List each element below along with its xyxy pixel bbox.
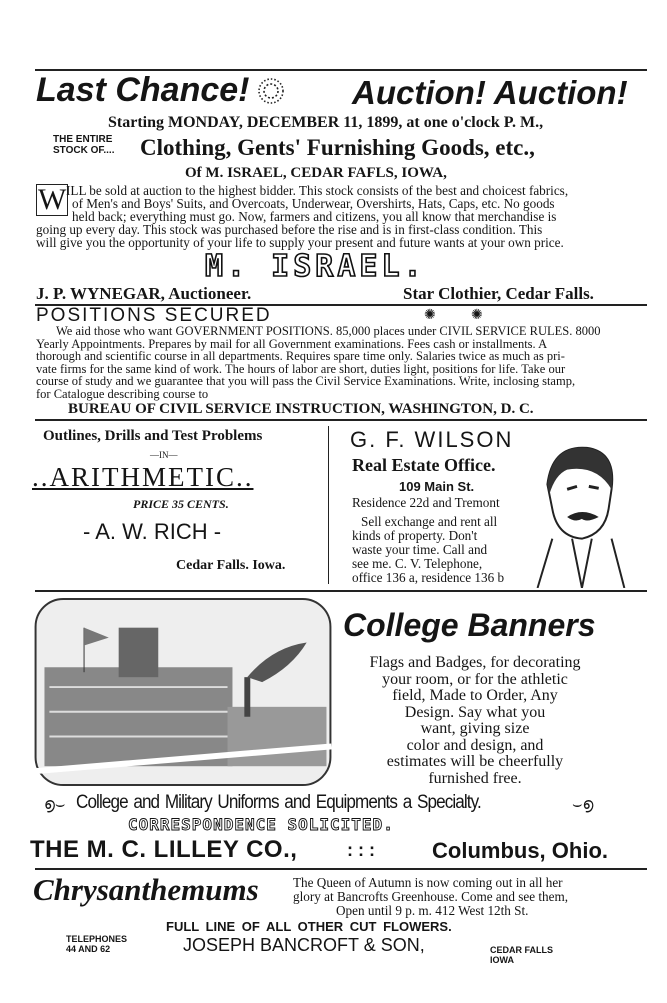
- portrait-illustration: [527, 440, 627, 588]
- goods-line: Clothing, Gents' Furnishing Goods, etc.,: [140, 135, 535, 160]
- banners-line: estimates will be cheerfully: [386, 753, 564, 770]
- divider-ads-lilley: [35, 590, 647, 592]
- divider-positions-ads: [35, 419, 647, 421]
- banners-line: Flags and Badges, for decorating: [369, 654, 581, 671]
- arithmetic-author: - A. W. RICH -: [83, 519, 222, 544]
- headline-last-chance: Last Chance!: [36, 71, 250, 109]
- auction-body-5: will give you the opportunity of your life to supply your present and future wants at your own price.: [36, 235, 564, 250]
- positions-body-2: Yearly Appointments. Prepares by mail for all Government examinations. Fees cash or installments. A: [36, 336, 548, 351]
- divider-lilley-bancroft: [35, 868, 647, 870]
- seller-name: M. ISRAEL.: [205, 249, 426, 284]
- wilson-residence: Residence 22d and Tremont: [352, 495, 500, 510]
- auction-body-2: of Men's and Boys' Suits, and Overcoats, Underwear, Overshirts, Hats, Caps, etc. No goods: [72, 196, 555, 211]
- positions-title: POSITIONS SECURED: [36, 305, 272, 326]
- scroll-ornament-left-icon: ൭⌣: [44, 794, 66, 813]
- wilson-body-2: kinds of property. Don't: [352, 528, 478, 543]
- arithmetic-in: —IN—: [150, 450, 178, 460]
- banners-line: your room, or for the athletic: [382, 670, 568, 688]
- telephones-label: TELEPHONES: [66, 934, 128, 944]
- correspondence-line: CORRESPONDENCE SOLICITED.: [128, 815, 394, 834]
- bancroft-body-3: Open until 9 p. m. 412 West 12th St.: [336, 903, 529, 918]
- wilson-body-1: Sell exchange and rent all: [361, 514, 498, 529]
- positions-body-4: vate firms for the same kind of work. The hours of labor are short, duties light, positions for life. Take our: [36, 361, 566, 376]
- of-israel-line: Of M. ISRAEL, CEDAR FAFLS, IOWA,: [185, 165, 447, 181]
- auctioneer: J. P. WYNEGAR, Auctioneer.: [36, 284, 252, 303]
- headline-auction: Auction! Auction!: [352, 74, 628, 111]
- bancroft-city-2: IOWA: [490, 955, 514, 965]
- drop-cap: W: [38, 183, 67, 216]
- wilson-body-5: office 136 a, residence 136 b: [352, 570, 505, 585]
- positions-body-5: course of study and we guarantee that you will pass the Civil Service Examinations. Write, inclosing stamp,: [36, 374, 576, 388]
- bureau-line: BUREAU OF CIVIL SERVICE INSTRUCTION, WASHINGTON, D. C.: [68, 401, 534, 417]
- banners-line: color and design, and: [406, 736, 544, 754]
- date-line: Starting MONDAY, DECEMBER 11, 1899, at one o'clock P. M.,: [108, 114, 544, 131]
- auction-body-1: ILL be sold at auction to the highest bidder. This stock consists of the best and choicest fabrics,: [66, 183, 569, 198]
- lilley-city: Columbus, Ohio.: [432, 838, 608, 863]
- full-line: FULL LINE OF ALL OTHER CUT FLOWERS.: [166, 919, 452, 934]
- auction-body-3: held back; everything must go. Now, farmers and citizens, you all know that merchandise is: [72, 209, 557, 224]
- specialty-line: College and Military Uniforms and Equipments a Specialty.: [76, 792, 481, 813]
- arithmetic-place: Cedar Falls. Iowa.: [176, 558, 286, 573]
- bancroft-name: JOSEPH BANCROFT & SON,: [183, 935, 425, 955]
- ornament-icon: ✺: [424, 307, 436, 323]
- auction-body-4: going up every day. This stock was purchased before the rise and is in first-class condition. This: [36, 222, 543, 237]
- entire-stock-label-2: STOCK OF....: [53, 145, 115, 156]
- arithmetic-intro: Outlines, Drills and Test Problems: [43, 428, 263, 444]
- column-divider: [328, 426, 329, 584]
- banners-line: furnished free.: [428, 769, 522, 787]
- bancroft-city-1: CEDAR FALLS: [490, 945, 553, 955]
- sunburst-ornament-icon: [257, 77, 285, 105]
- banners-line: want, giving size: [420, 720, 530, 737]
- positions-body-1: We aid those who want GOVERNMENT POSITIONS. 85,000 places under CIVIL SERVICE RULES. 8000: [56, 324, 601, 338]
- arithmetic-title: ..ARITHMETIC..: [32, 462, 254, 492]
- arithmetic-price: PRICE 35 CENTS.: [133, 497, 229, 511]
- factory-illustration: [33, 598, 333, 786]
- wilson-name: G. F. WILSON: [350, 427, 514, 452]
- chrysanthemums-title: Chrysanthemums: [33, 872, 259, 907]
- lilley-company: THE M. C. LILLEY CO.,: [30, 836, 298, 863]
- positions-body-3: thorough and scientific course in all departments. Requires spare time only. Salaries twice as much as pri-: [36, 349, 565, 363]
- telephones-numbers: 44 AND 62: [66, 944, 111, 954]
- bancroft-body-2: glory at Bancrofts Greenhouse. Come and see them,: [293, 889, 569, 904]
- ornament-icon: ✺: [471, 307, 483, 323]
- banners-line: Design. Say what you: [404, 703, 546, 721]
- wilson-body-3: waste your time. Call and: [352, 542, 488, 557]
- wilson-body-4: see me. C. V. Telephone,: [352, 556, 483, 571]
- scroll-ornament-right-icon: ⌣൭: [572, 794, 594, 813]
- bancroft-body-1: The Queen of Autumn is now coming out in all her: [293, 875, 563, 890]
- entire-stock-label-1: THE ENTIRE: [53, 134, 113, 145]
- positions-body-6: for Catalogue describing course to: [36, 386, 209, 401]
- star-clothier: Star Clothier, Cedar Falls.: [403, 284, 594, 303]
- wilson-office: Real Estate Office.: [352, 455, 496, 475]
- college-banners-title: College Banners: [343, 607, 596, 643]
- banners-body: [345, 655, 605, 787]
- lilley-separator: : : :: [347, 840, 375, 860]
- wilson-address: 109 Main St.: [399, 479, 475, 494]
- banners-line: field, Made to Order, Any: [392, 687, 558, 704]
